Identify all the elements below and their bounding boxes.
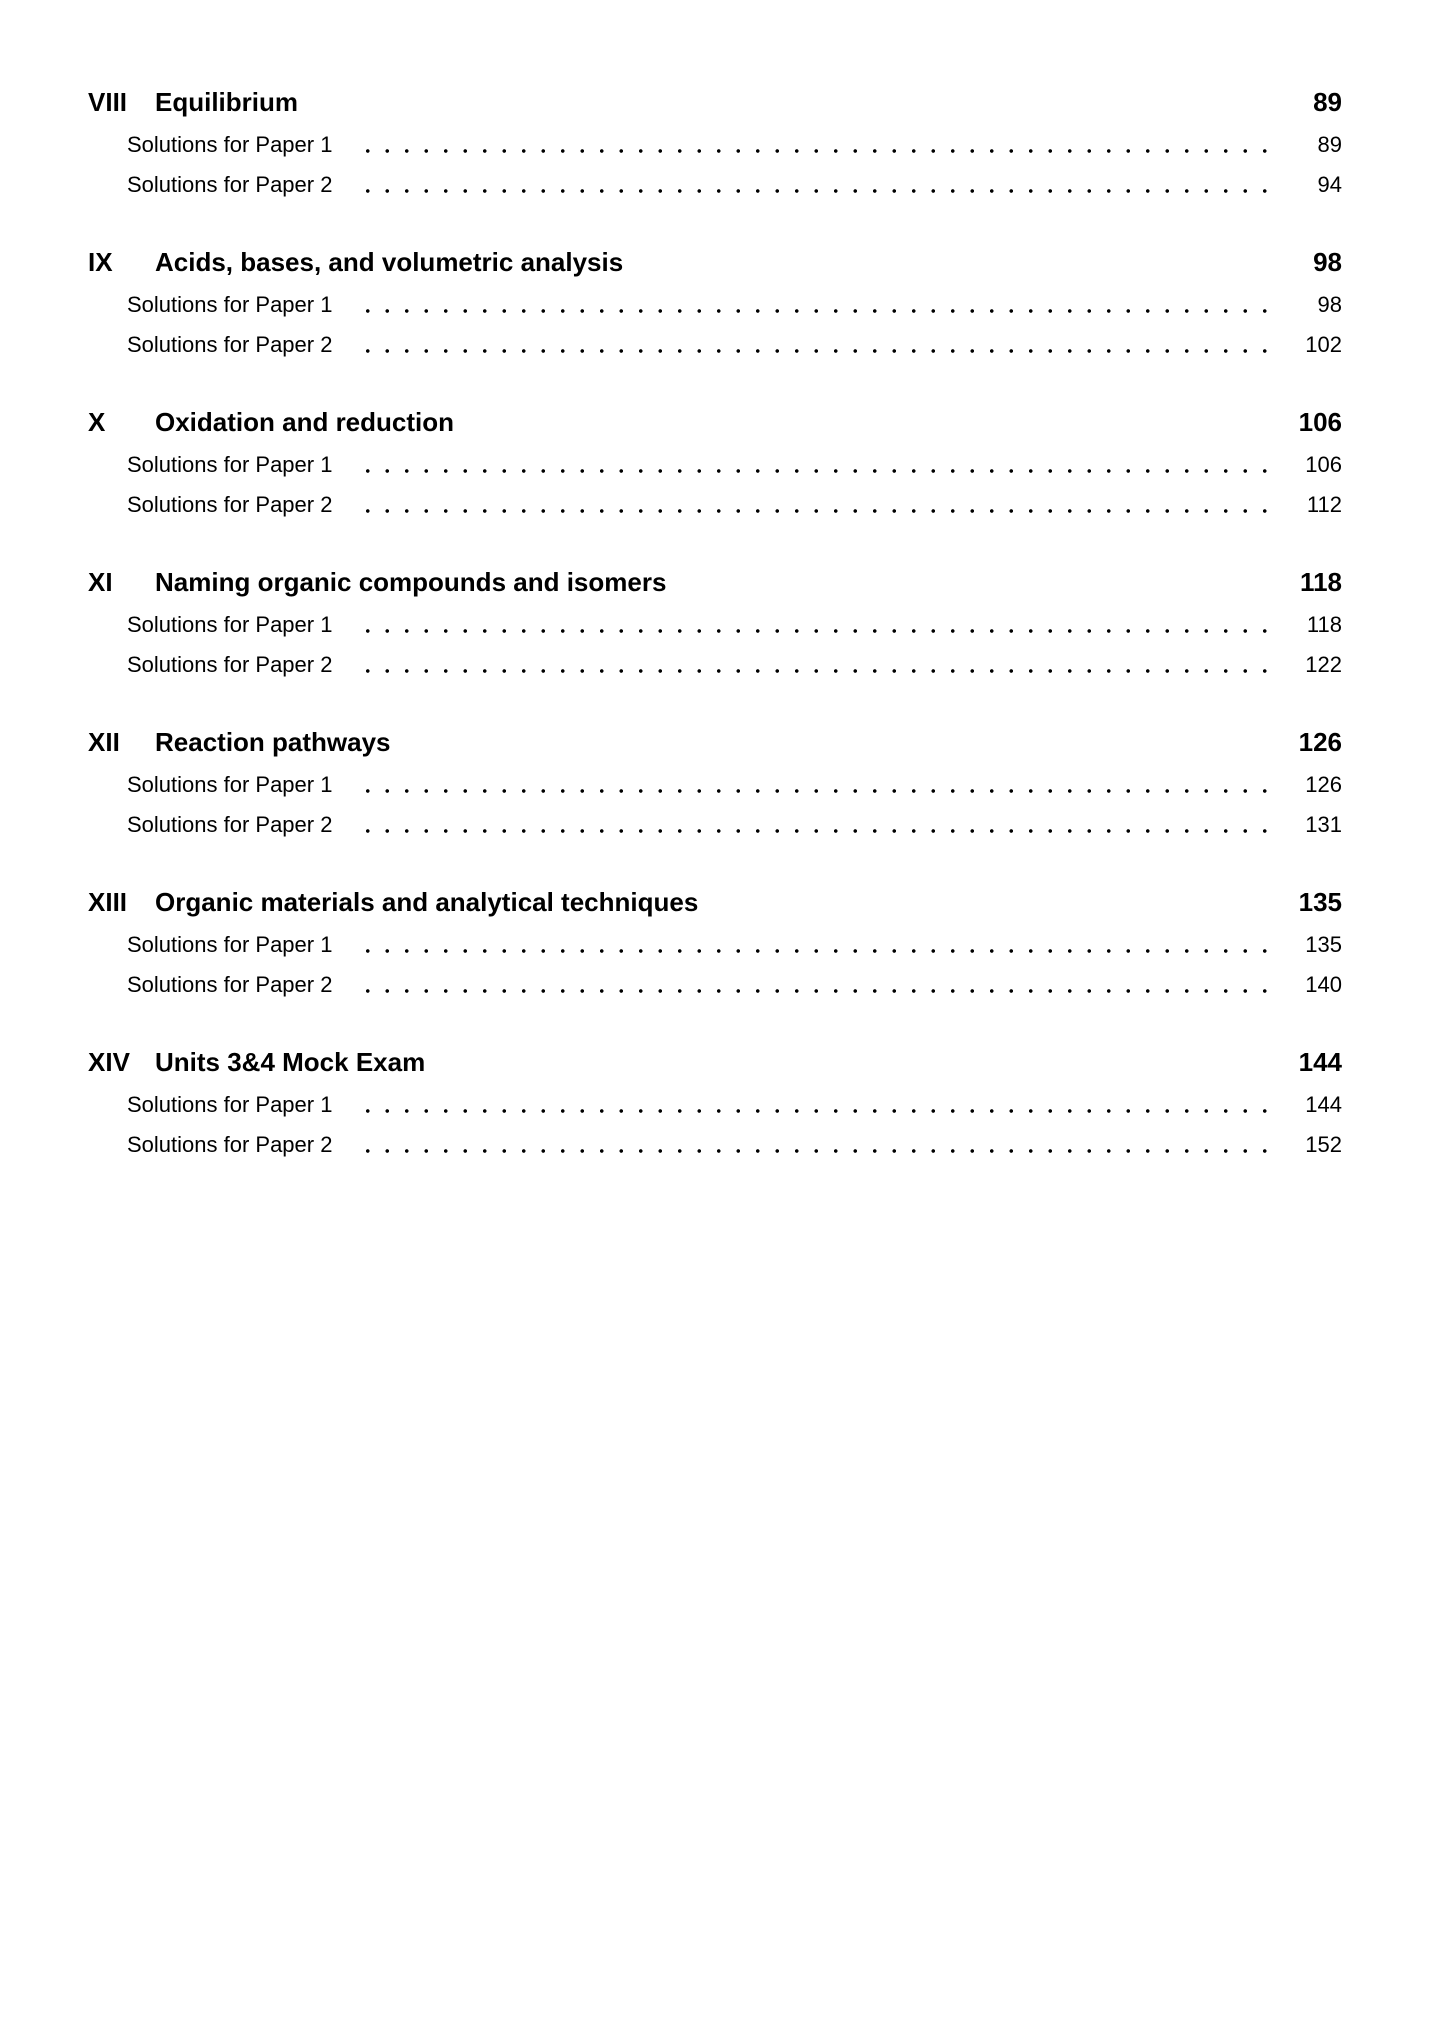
dot-leader bbox=[358, 332, 1268, 358]
section-numeral: XII bbox=[88, 727, 120, 757]
entry-label: Solutions for Paper 1 bbox=[127, 932, 333, 957]
section-page-number: 126 bbox=[1298, 727, 1342, 757]
entry-page-number: 122 bbox=[1305, 652, 1342, 677]
toc-section-header[interactable] bbox=[88, 406, 1342, 438]
section-numeral: XIV bbox=[88, 1047, 130, 1077]
toc-entry[interactable] bbox=[127, 812, 1342, 838]
section-entries bbox=[88, 932, 1342, 998]
toc-section-header[interactable] bbox=[88, 1046, 1342, 1078]
dot-leader bbox=[358, 452, 1268, 478]
toc-entry[interactable] bbox=[127, 612, 1342, 638]
entry-label: Solutions for Paper 1 bbox=[127, 772, 333, 797]
dot-leader bbox=[358, 972, 1268, 998]
entry-page-number: 131 bbox=[1305, 812, 1342, 837]
entry-page-number: 118 bbox=[1306, 612, 1342, 637]
dot-leader bbox=[358, 492, 1268, 518]
toc-entry[interactable] bbox=[127, 1132, 1342, 1158]
section-numeral: X bbox=[88, 407, 106, 437]
dot-leader bbox=[358, 132, 1268, 158]
toc-entry[interactable] bbox=[127, 932, 1342, 958]
section-numeral: VIII bbox=[88, 87, 128, 117]
section-numeral: XI bbox=[88, 567, 113, 597]
entry-page-number: 152 bbox=[1305, 1132, 1342, 1157]
toc-section-header[interactable] bbox=[88, 86, 1342, 118]
toc-section-header[interactable] bbox=[88, 246, 1342, 278]
toc-section-header[interactable] bbox=[88, 726, 1342, 758]
section-title: Oxidation and reduction bbox=[155, 407, 455, 437]
toc-section bbox=[88, 1046, 1342, 1158]
entry-page-number: 126 bbox=[1305, 772, 1342, 797]
section-entries bbox=[88, 452, 1342, 518]
entry-page-number: 112 bbox=[1306, 492, 1342, 517]
toc-entry[interactable] bbox=[127, 1092, 1342, 1118]
dot-leader bbox=[358, 812, 1268, 838]
entry-label: Solutions for Paper 1 bbox=[127, 132, 333, 157]
entry-label: Solutions for Paper 2 bbox=[127, 652, 333, 677]
toc-entry[interactable] bbox=[127, 332, 1342, 358]
entry-page-number: 135 bbox=[1305, 932, 1342, 957]
section-entries bbox=[88, 772, 1342, 838]
section-entries bbox=[88, 132, 1342, 198]
toc-entry[interactable] bbox=[127, 132, 1342, 158]
toc-entry[interactable] bbox=[127, 772, 1342, 798]
entry-label: Solutions for Paper 1 bbox=[127, 612, 333, 637]
section-page-number: 98 bbox=[1313, 247, 1342, 277]
section-title: Equilibrium bbox=[155, 87, 298, 117]
section-page-number: 144 bbox=[1298, 1047, 1342, 1077]
entry-label: Solutions for Paper 2 bbox=[127, 1132, 333, 1157]
entry-label: Solutions for Paper 1 bbox=[127, 452, 333, 477]
toc-entry[interactable] bbox=[127, 652, 1342, 678]
toc-section-header[interactable] bbox=[88, 566, 1342, 598]
section-page-number: 89 bbox=[1313, 87, 1342, 117]
toc-entry[interactable] bbox=[127, 492, 1342, 518]
section-numeral: XIII bbox=[88, 887, 128, 917]
dot-leader bbox=[358, 772, 1268, 798]
entry-page-number: 94 bbox=[1317, 172, 1342, 197]
section-numeral: IX bbox=[88, 247, 113, 277]
section-title: Acids, bases, and volumetric analysis bbox=[155, 247, 624, 277]
toc-entry[interactable] bbox=[127, 452, 1342, 478]
toc-section bbox=[88, 726, 1342, 838]
section-title: Reaction pathways bbox=[155, 727, 391, 757]
entry-label: Solutions for Paper 2 bbox=[127, 332, 333, 357]
toc-entry[interactable] bbox=[127, 972, 1342, 998]
section-entries bbox=[88, 612, 1342, 678]
toc-section bbox=[88, 566, 1342, 678]
entry-page-number: 89 bbox=[1317, 132, 1342, 157]
section-entries bbox=[88, 292, 1342, 358]
entry-page-number: 144 bbox=[1305, 1092, 1342, 1117]
toc-entry[interactable] bbox=[127, 172, 1342, 198]
dot-leader bbox=[358, 932, 1268, 958]
toc-sections bbox=[88, 86, 1342, 1158]
toc-section bbox=[88, 406, 1342, 518]
toc-section bbox=[88, 246, 1342, 358]
toc-section bbox=[88, 886, 1342, 998]
entry-label: Solutions for Paper 2 bbox=[127, 812, 333, 837]
entry-label: Solutions for Paper 2 bbox=[127, 492, 333, 517]
section-page-number: 118 bbox=[1300, 567, 1342, 597]
toc-entry[interactable] bbox=[127, 292, 1342, 318]
dot-leader bbox=[358, 1132, 1268, 1158]
entry-label: Solutions for Paper 2 bbox=[127, 172, 333, 197]
entry-page-number: 98 bbox=[1317, 292, 1342, 317]
toc-section-header[interactable] bbox=[88, 886, 1342, 918]
dot-leader bbox=[358, 172, 1268, 198]
entry-page-number: 140 bbox=[1305, 972, 1342, 997]
section-page-number: 106 bbox=[1298, 407, 1342, 437]
dot-leader bbox=[358, 612, 1268, 638]
toc-section bbox=[88, 86, 1342, 198]
dot-leader bbox=[358, 652, 1268, 678]
entry-label: Solutions for Paper 2 bbox=[127, 972, 333, 997]
entry-label: Solutions for Paper 1 bbox=[127, 292, 333, 317]
section-entries bbox=[88, 1092, 1342, 1158]
entry-page-number: 106 bbox=[1305, 452, 1342, 477]
dot-leader bbox=[358, 292, 1268, 318]
dot-leader bbox=[358, 1092, 1268, 1118]
entry-page-number: 102 bbox=[1305, 332, 1342, 357]
section-title: Naming organic compounds and isomers bbox=[155, 567, 667, 597]
section-title: Units 3&4 Mock Exam bbox=[155, 1047, 426, 1077]
section-title: Organic materials and analytical techniques bbox=[155, 887, 699, 917]
entry-label: Solutions for Paper 1 bbox=[127, 1092, 333, 1117]
section-page-number: 135 bbox=[1298, 887, 1342, 917]
